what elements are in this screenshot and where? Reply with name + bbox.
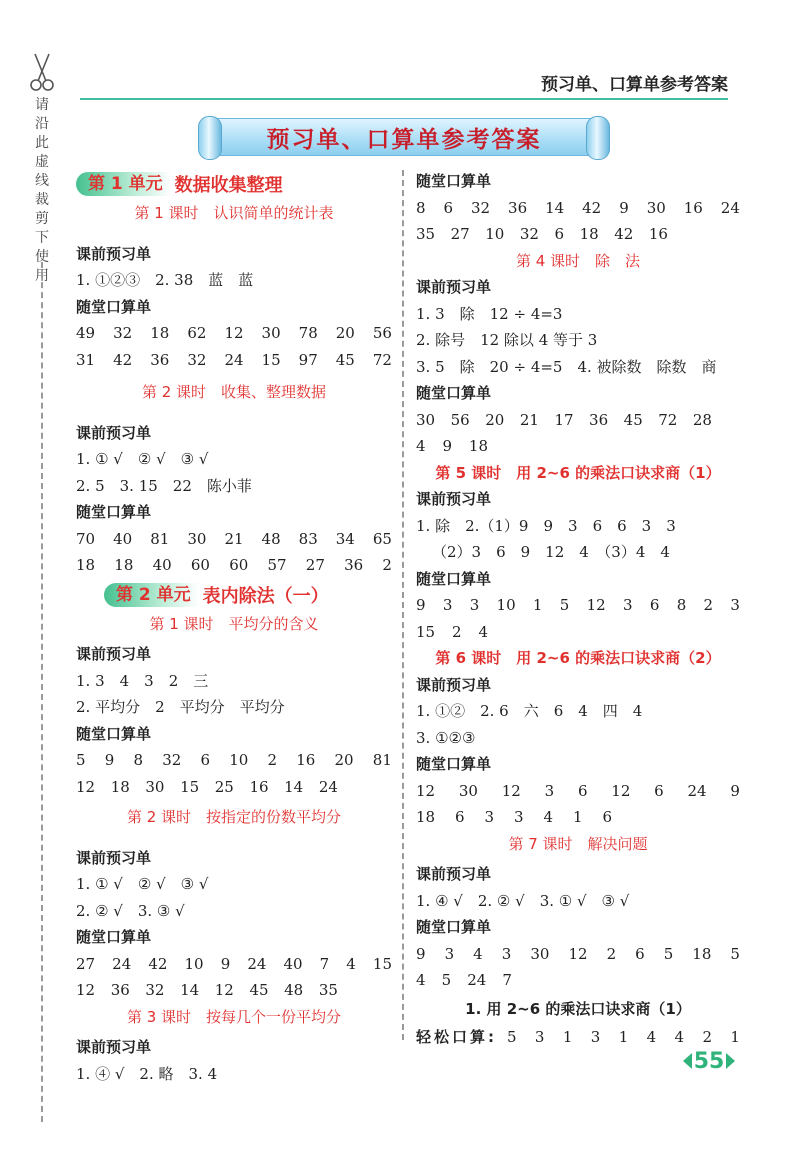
number-row: [76, 347, 392, 374]
answer-line: 1. 除 2.（1）9 9 3 6 6 3 3: [416, 516, 676, 535]
cut-instruction: 请沿此虚线裁剪下使用: [35, 97, 49, 284]
number-row: [416, 433, 488, 460]
lesson-title: 第 1 课时 认识简单的统计表: [134, 204, 334, 222]
number-row: [76, 526, 392, 553]
section-label: 课前预习单: [76, 848, 152, 867]
lesson-title: 第 6 课时 用 2~6 的乘法口诀求商（2）: [435, 649, 721, 667]
number-value: 3: [442, 596, 453, 614]
number-value: 3: [534, 1027, 545, 1046]
number-value: 2: [606, 944, 617, 963]
number-value: 16: [683, 198, 703, 217]
number-row: [416, 221, 668, 248]
number-value: 3: [544, 781, 555, 800]
number-value: 45: [249, 981, 269, 999]
number-value: 35: [416, 225, 436, 243]
number-value: 7: [319, 954, 330, 973]
number-value: 27: [305, 556, 325, 574]
number-value: 3: [501, 944, 512, 963]
number-row: [416, 778, 740, 805]
number-value: 20: [485, 410, 505, 429]
number-value: 18: [76, 556, 96, 574]
number-value: 12: [586, 596, 606, 614]
number-value: 42: [614, 225, 634, 243]
number-value: 32: [187, 350, 207, 369]
easy-oral-row: [416, 1024, 740, 1051]
number-value: 6: [602, 808, 612, 826]
number-value: 5: [507, 1027, 517, 1046]
lesson-title: 第 3 课时 按每几个一份平均分: [126, 1007, 342, 1026]
number-value: 12: [501, 781, 521, 800]
number-value: 17: [554, 410, 574, 429]
number-row: [416, 195, 740, 222]
number-value: 10: [184, 954, 204, 973]
number-value: 83: [298, 529, 318, 548]
number-row: [416, 967, 512, 994]
number-value: 31: [76, 350, 96, 369]
easy-oral-values: [507, 1024, 740, 1051]
number-value: 4: [674, 1027, 685, 1046]
number-value: 81: [150, 529, 170, 548]
number-value: 10: [485, 225, 505, 243]
section-label: 课前预习单: [76, 1038, 152, 1056]
number-row: [76, 552, 392, 579]
page-number: [678, 1048, 740, 1074]
number-value: 15: [261, 350, 281, 369]
number-value: 4: [543, 808, 554, 826]
unit-tag: 第 1 单元: [76, 172, 171, 196]
number-row: [416, 619, 488, 646]
lesson-title: 第 4 课时 除 法: [515, 251, 641, 270]
lesson-title: 第 1 课时 平均分的含义: [149, 614, 319, 633]
number-value: 6: [635, 944, 645, 963]
unit-name: 表内除法（一）: [202, 585, 329, 607]
answer-line: 1. 3 除 12 ÷ 4=3: [416, 304, 563, 323]
number-value: 10: [229, 751, 249, 769]
number-value: 3: [730, 596, 740, 614]
number-value: 12: [224, 324, 244, 342]
section-label: 随堂口算单: [76, 297, 152, 316]
lesson-title: 第 7 课时 解决问题: [508, 834, 648, 853]
number-value: 1: [730, 1027, 740, 1046]
number-value: 72: [658, 410, 678, 429]
number-value: 25: [214, 777, 234, 796]
number-value: 24: [467, 971, 487, 989]
triangle-left-icon: [683, 1053, 692, 1069]
triangle-right-icon: [726, 1053, 735, 1069]
number-value: 12: [611, 781, 631, 800]
number-value: 1: [532, 596, 543, 614]
section-label: 随堂口算单: [76, 928, 152, 946]
number-value: 12: [214, 981, 234, 999]
number-value: 21: [224, 529, 244, 548]
unit-heading: [76, 579, 392, 611]
number-value: 9: [416, 596, 426, 614]
number-value: 4: [646, 1027, 657, 1046]
number-value: 8: [676, 596, 687, 614]
number-value: 27: [450, 225, 470, 243]
practice-title: 1. 用 2~6 的乘法口诀求商（1）: [465, 999, 691, 1018]
number-value: 12: [416, 781, 436, 800]
number-value: 3: [623, 596, 633, 614]
number-value: 4: [473, 944, 483, 963]
section-label: 课前预习单: [416, 278, 492, 296]
number-value: 6: [200, 751, 211, 769]
number-value: 10: [496, 596, 516, 614]
number-value: 5: [663, 944, 674, 963]
section-label: 课前预习单: [76, 244, 152, 263]
header-rule: [80, 98, 728, 100]
lesson-title: 第 5 课时 用 2~6 的乘法口诀求商（1）: [435, 463, 721, 482]
number-value: 14: [180, 981, 200, 999]
number-value: 36: [150, 350, 170, 369]
number-value: 15: [372, 954, 392, 973]
number-value: 32: [519, 225, 539, 243]
number-value: 3: [469, 596, 480, 614]
number-value: 18: [468, 437, 488, 455]
number-value: 65: [372, 529, 392, 548]
banner-body: [212, 118, 596, 156]
number-row: [416, 592, 740, 619]
number-value: 36: [110, 981, 130, 999]
section-label: 课前预习单: [76, 645, 152, 663]
number-value: 4: [346, 954, 356, 973]
number-value: 18: [416, 808, 436, 826]
number-value: 4: [416, 971, 426, 989]
number-value: 15: [180, 777, 200, 796]
number-value: 30: [261, 324, 281, 342]
scroll-roll-right: [586, 116, 610, 160]
answer-line: 1. ①②③ 2. 38 蓝 蓝: [76, 271, 254, 289]
section-label: 随堂口算单: [416, 569, 492, 588]
number-value: 6: [654, 781, 664, 800]
number-value: 45: [623, 410, 643, 429]
answer-line: 1. ① √ ② √ ③ √: [76, 450, 209, 468]
answer-line: 2. 5 3. 15 22 陈小菲: [76, 476, 252, 495]
number-value: 70: [76, 529, 96, 548]
section-label: 课前预习单: [416, 675, 492, 694]
number-value: 24: [687, 781, 707, 800]
number-value: 1: [572, 808, 583, 826]
number-value: 78: [298, 324, 318, 342]
section-label: 课前预习单: [416, 490, 492, 508]
unit-name: 数据收集整理: [174, 175, 283, 196]
number-value: 3: [444, 944, 455, 963]
number-value: 6: [455, 808, 465, 826]
answer-line: 1. 3 4 3 2 三: [76, 671, 209, 690]
number-row: [76, 747, 392, 774]
number-value: 42: [113, 350, 133, 369]
number-value: 12: [76, 777, 96, 796]
unit-tag: 第 2 单元: [104, 583, 199, 607]
answer-line: 3. 5 除 20 ÷ 4=5 4. 被除数 除数 商: [416, 357, 717, 376]
number-value: 72: [372, 350, 392, 369]
page-number-value: 55: [693, 1048, 725, 1074]
number-value: 40: [283, 954, 303, 973]
left-column: [76, 168, 392, 1087]
number-row: [76, 774, 338, 801]
number-value: 9: [619, 198, 629, 217]
number-value: 81: [372, 751, 392, 769]
number-value: 12: [76, 981, 96, 999]
title-banner: [198, 114, 610, 160]
answer-line: （2）3 6 9 12 4 （3）4 4: [432, 543, 670, 561]
number-value: 14: [284, 777, 304, 796]
number-value: 30: [416, 410, 436, 429]
number-value: 24: [224, 350, 244, 369]
number-value: 40: [113, 529, 133, 548]
section-label: 随堂口算单: [416, 918, 492, 936]
number-value: 34: [335, 529, 355, 548]
number-row: [416, 804, 612, 831]
answer-line: 1. ①② 2. 6 六 6 4 四 4: [416, 702, 643, 720]
number-value: 6: [649, 596, 660, 614]
number-value: 2: [452, 622, 462, 641]
banner-title: 预习单、口算单参考答案: [266, 126, 542, 153]
number-value: 42: [582, 198, 602, 217]
section-label: 随堂口算单: [416, 384, 492, 402]
number-value: 16: [296, 751, 316, 769]
number-value: 9: [220, 954, 231, 973]
number-value: 20: [335, 324, 355, 342]
number-value: 56: [372, 324, 392, 342]
section-label: 随堂口算单: [416, 172, 492, 190]
number-value: 12: [568, 944, 588, 963]
number-value: 4: [416, 437, 426, 455]
number-value: 40: [152, 556, 172, 574]
number-row: [76, 320, 392, 347]
number-value: 4: [478, 622, 488, 641]
number-value: 30: [530, 944, 550, 963]
number-value: 35: [318, 981, 338, 999]
section-label: 课前预习单: [76, 423, 152, 442]
number-value: 36: [508, 198, 528, 217]
number-value: 3: [514, 808, 524, 826]
number-value: 57: [267, 556, 287, 574]
number-value: 36: [589, 410, 609, 429]
number-value: 18: [110, 777, 130, 796]
number-value: 3: [484, 808, 495, 826]
number-value: 2: [382, 556, 392, 574]
number-value: 60: [190, 556, 210, 574]
number-value: 9: [730, 781, 740, 800]
number-value: 27: [76, 954, 96, 973]
scissors-icon: [29, 52, 55, 92]
number-value: 60: [229, 556, 249, 574]
number-value: 30: [187, 529, 207, 548]
number-value: 1: [562, 1027, 573, 1046]
number-value: 45: [335, 350, 355, 369]
number-value: 2: [702, 1027, 712, 1046]
number-value: 7: [502, 971, 512, 989]
number-value: 48: [261, 529, 281, 548]
number-value: 36: [344, 556, 364, 574]
number-value: 32: [471, 198, 491, 217]
number-value: 6: [554, 225, 565, 243]
number-value: 18: [114, 556, 134, 574]
number-value: 2: [703, 596, 714, 614]
number-value: 30: [145, 777, 165, 796]
right-column: [416, 168, 740, 1050]
lesson-title: 第 2 课时 按指定的份数平均分: [126, 808, 342, 826]
number-value: 49: [76, 324, 96, 342]
number-row: [76, 977, 338, 1004]
number-value: 56: [450, 410, 470, 429]
answer-line: 2. ② √ 3. ③ √: [76, 901, 185, 920]
number-value: 5: [76, 751, 86, 769]
number-row: [416, 941, 740, 968]
answer-line: 1. ④ √ 2. ② √ 3. ① √ ③ √: [416, 891, 630, 910]
number-value: 30: [646, 198, 666, 217]
number-value: 24: [112, 954, 132, 973]
number-value: 48: [284, 981, 304, 999]
number-value: 8: [133, 751, 144, 769]
number-value: 30: [458, 781, 478, 800]
number-value: 18: [150, 324, 170, 342]
cut-strip: [24, 52, 60, 1132]
number-value: 24: [318, 777, 338, 796]
number-value: 14: [545, 198, 565, 217]
number-value: 32: [113, 324, 133, 342]
answer-line: 2. 平均分 2 平均分 平均分: [76, 698, 285, 716]
unit-heading: [76, 168, 392, 200]
answer-line: 2. 除号 12 除以 4 等于 3: [416, 331, 598, 349]
number-value: 15: [416, 622, 436, 641]
number-value: 6: [443, 198, 454, 217]
easy-oral-label: 轻松口算:: [416, 1027, 497, 1046]
number-value: 9: [442, 437, 452, 455]
header-title: 预习单、口算单参考答案: [541, 75, 728, 95]
number-row: [416, 407, 712, 434]
number-value: 62: [187, 324, 207, 342]
lesson-title: 第 2 课时 收集、整理数据: [141, 383, 327, 401]
number-value: 6: [577, 781, 588, 800]
answer-line: 3. ①②③: [416, 728, 476, 747]
number-row: [76, 951, 392, 978]
answer-line: 1. ④ √ 2. 略 3. 4: [76, 1064, 218, 1083]
number-value: 97: [298, 350, 318, 369]
number-value: 42: [148, 954, 168, 973]
section-label: 随堂口算单: [416, 755, 492, 773]
number-value: 18: [692, 944, 712, 963]
column-divider: [402, 170, 404, 1040]
section-label: 随堂口算单: [76, 724, 152, 743]
number-value: 16: [648, 225, 668, 243]
number-value: 8: [416, 198, 426, 217]
number-value: 5: [730, 944, 740, 963]
number-value: 16: [249, 777, 269, 796]
number-value: 20: [334, 751, 354, 769]
number-value: 5: [559, 596, 570, 614]
cut-dashed-line: [41, 262, 43, 1122]
section-label: 随堂口算单: [76, 503, 152, 521]
answer-line: 1. ① √ ② √ ③ √: [76, 875, 209, 893]
number-value: 18: [579, 225, 599, 243]
number-value: 24: [720, 198, 740, 217]
number-value: 21: [519, 410, 539, 429]
number-value: 2: [267, 751, 278, 769]
section-label: 课前预习单: [416, 865, 492, 883]
number-value: 1: [618, 1027, 629, 1046]
number-value: 28: [692, 410, 712, 429]
number-value: 32: [162, 751, 182, 769]
number-value: 9: [104, 751, 115, 769]
number-value: 9: [416, 944, 426, 963]
number-value: 24: [247, 954, 267, 973]
number-value: 3: [590, 1027, 601, 1046]
scroll-roll-left: [198, 116, 222, 160]
number-value: 32: [145, 981, 165, 999]
number-value: 5: [441, 971, 452, 989]
